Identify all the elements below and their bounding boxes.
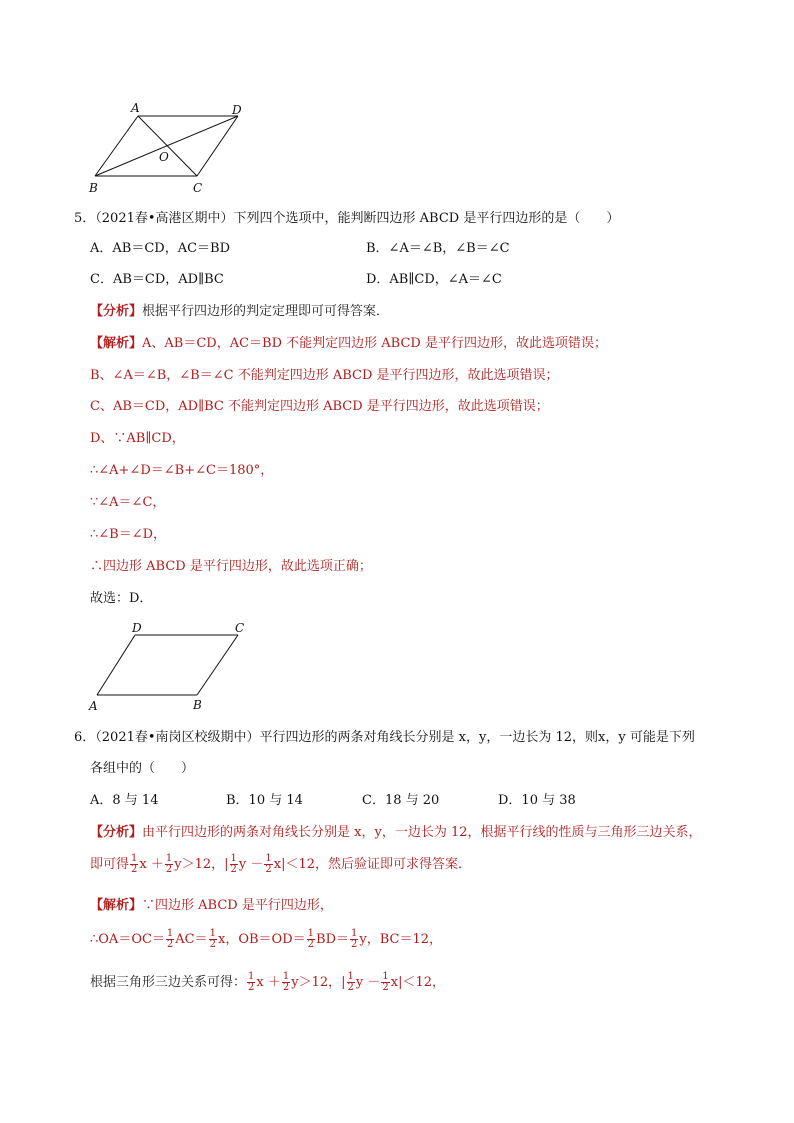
q5-option-d: D．AB∥CD，∠A＝∠C bbox=[366, 272, 502, 287]
fraction-half: $\frac{1}{2}$ bbox=[166, 928, 174, 950]
q5-option-b: B．∠A＝∠B，∠B＝∠C bbox=[366, 241, 510, 256]
figure-parallelogram-diagonals bbox=[85, 98, 255, 196]
expr-part: x，OB＝OD＝ bbox=[218, 932, 306, 947]
fraction-half: $\frac{1}{2}$ bbox=[131, 853, 138, 875]
q5-solution-line-7: ∴∠B＝∠D， bbox=[90, 527, 167, 542]
expr-part: y － bbox=[355, 975, 381, 990]
q5-solution-line-5: ∴∠A+∠D＝∠B+∠C＝180°， bbox=[90, 463, 274, 478]
fraction-half: $\frac{1}{2}$ bbox=[265, 853, 272, 875]
fraction-half: $\frac{1}{2}$ bbox=[307, 928, 315, 950]
q5-option-a: A．AB＝CD，AC＝BD bbox=[90, 241, 231, 256]
expr-part: y，BC＝12， bbox=[359, 932, 443, 947]
solution-tag: 【解析】 bbox=[90, 898, 143, 913]
q5-solution-line-6: ∵∠A＝∠C， bbox=[90, 495, 166, 510]
q6-analysis-line-2 bbox=[90, 854, 471, 875]
q6-solution-line-1 bbox=[90, 897, 333, 915]
expr-part: BD＝ bbox=[316, 932, 349, 947]
expr-part: x|＜12， bbox=[390, 975, 446, 990]
solution-text: ∵四边形 ABCD 是平行四边形， bbox=[142, 898, 333, 913]
vertex-label-b: B bbox=[193, 698, 202, 712]
analysis-text: 由平行四边形的两条对角线长分别是 x，y，一边长为 12，根据平行线的性质与三角形三边关系， bbox=[142, 825, 702, 840]
vertex-label-c: C bbox=[235, 621, 245, 635]
expr-prefix: 根据三角形三边关系可得： bbox=[90, 975, 247, 990]
fraction-half: $\frac{1}{2}$ bbox=[382, 971, 389, 993]
vertex-label-d: D bbox=[132, 621, 142, 635]
analysis-tag: 【分析】 bbox=[90, 825, 143, 840]
q6-stem-line-2: 各组中的（ ） bbox=[90, 761, 195, 776]
expr-part: x ＋ bbox=[256, 975, 281, 990]
analysis-tag: 【分析】 bbox=[90, 304, 143, 319]
vertex-label-a: A bbox=[131, 101, 140, 115]
q5-option-c: C．AB＝CD，AD∥BC bbox=[90, 272, 224, 287]
q5-solution-line-4: D、∵AB∥CD， bbox=[90, 431, 185, 446]
expr-part: x ＋ bbox=[139, 857, 164, 872]
q5-solution-line-2: B、∠A＝∠B，∠B＝∠C 不能判定四边形 ABCD 是平行四边形，故此选项错误； bbox=[90, 368, 559, 383]
q6-solution-line-3 bbox=[90, 972, 445, 993]
expr-part: x|＜12，然后验证即可求得答案． bbox=[273, 857, 472, 872]
vertex-label-b: B bbox=[89, 181, 98, 195]
fraction-half: $\frac{1}{2}$ bbox=[209, 928, 217, 950]
fraction-half: $\frac{1}{2}$ bbox=[347, 971, 354, 993]
analysis-text: 根据平行四边形的判定定理即可可得答案． bbox=[142, 304, 390, 319]
expr-part: AC＝ bbox=[175, 932, 208, 947]
fraction-half: $\frac{1}{2}$ bbox=[351, 928, 358, 950]
q6-stem-line-1: 6．（2021春•南岗区校级期中）平行四边形的两条对角线长分别是 x，y，一边长为 12，则x，y 可能是下列 bbox=[74, 730, 695, 745]
q5-solution-line-8: ∴四边形 ABCD 是平行四边形，故此选项正确； bbox=[90, 559, 372, 574]
fraction-half: $\frac{1}{2}$ bbox=[282, 971, 290, 993]
expr-part: y＞12，| bbox=[174, 857, 229, 872]
q5-analysis bbox=[90, 303, 389, 321]
q5-stem: 5．（2021春•高港区期中）下列四个选项中，能判断四边形 ABCD 是平行四边形的是（ ） bbox=[74, 211, 620, 226]
q5-solution-line-1 bbox=[90, 335, 607, 353]
q5-solution-line-3: C、AB＝CD，AD∥BC 不能判定四边形 ABCD 是平行四边形，故此选项错误； bbox=[90, 399, 549, 414]
expr-part: y＞12，| bbox=[291, 975, 346, 990]
solution-tag: 【解析】 bbox=[90, 336, 143, 351]
expr-part: ∴OA＝OC＝ bbox=[90, 932, 165, 947]
solution-text: A、AB＝CD，AC＝BD 不能判定四边形 ABCD 是平行四边形，故此选项错误； bbox=[142, 336, 607, 351]
q6-option-d: D．10 与 38 bbox=[498, 793, 576, 808]
center-label-o: O bbox=[159, 150, 169, 164]
expr-part: y － bbox=[238, 857, 264, 872]
q5-answer: 故选：D． bbox=[90, 591, 153, 606]
vertex-label-a: A bbox=[89, 699, 98, 713]
q6-option-b: B．10 与 14 bbox=[226, 793, 303, 808]
figure-parallelogram bbox=[85, 617, 255, 715]
vertex-label-d: D bbox=[232, 103, 242, 117]
q6-option-a: A．8 与 14 bbox=[90, 793, 159, 808]
fraction-half: $\frac{1}{2}$ bbox=[230, 853, 237, 875]
q6-analysis-line-1 bbox=[90, 824, 702, 842]
q6-solution-line-2 bbox=[90, 929, 442, 950]
fraction-half: $\frac{1}{2}$ bbox=[165, 853, 173, 875]
q6-option-c: C．18 与 20 bbox=[362, 793, 440, 808]
fraction-half: $\frac{1}{2}$ bbox=[248, 971, 255, 993]
vertex-label-c: C bbox=[193, 181, 203, 195]
analysis-prefix: 即可得 bbox=[90, 857, 130, 872]
